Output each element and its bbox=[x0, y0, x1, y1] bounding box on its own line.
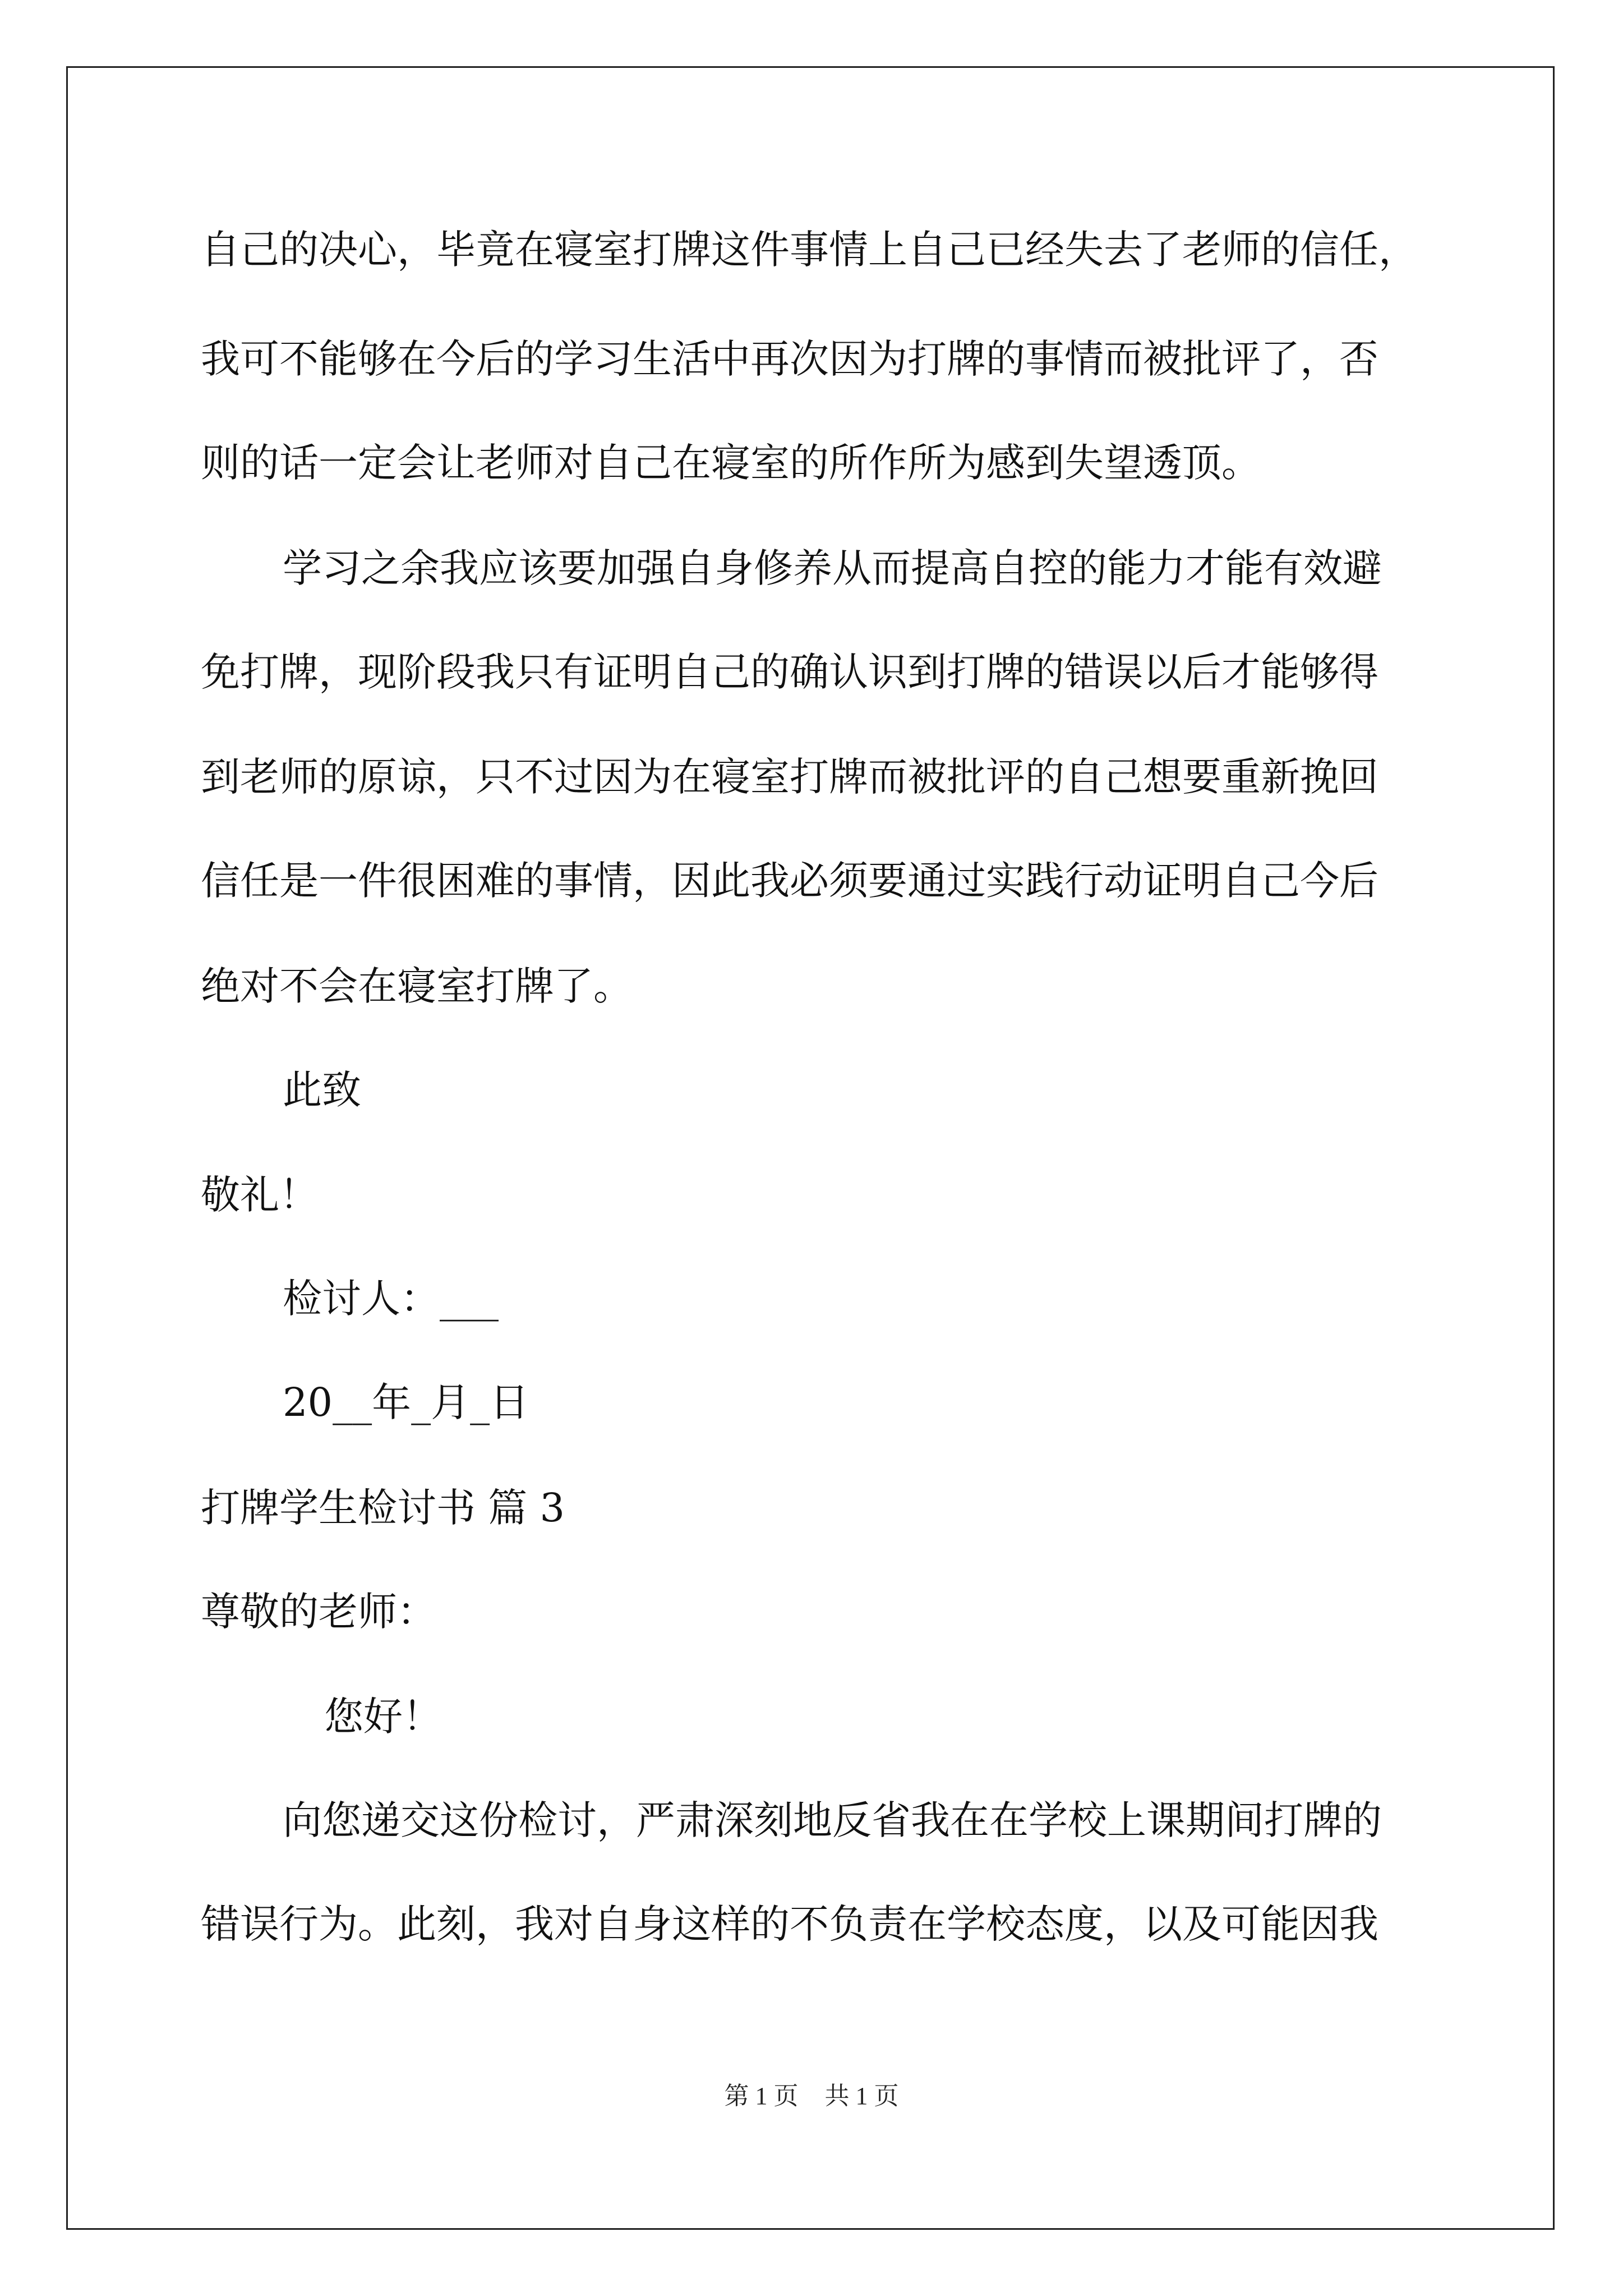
body-line: 免打牌，现阶段我只有证明自己的确认识到打牌的错误以后才能够得 bbox=[201, 649, 1378, 695]
signature-line: 检讨人：___ bbox=[283, 1276, 499, 1322]
body-line: 信任是一件很困难的事情，因此我必须要通过实践行动证明自己今后 bbox=[201, 858, 1378, 904]
body-line: 错误行为。此刻，我对自身这样的不负责在学校态度，以及可能因我 bbox=[201, 1901, 1378, 1947]
paragraph-start-line: 学习之余我应该要加强自身修养从而提高自控的能力才能有效避 bbox=[283, 545, 1382, 591]
body-line: 则的话一定会让老师对自己在寝室的所作所为感到失望透顶。 bbox=[201, 440, 1261, 486]
page-number: 第 1 页 bbox=[724, 2082, 799, 2110]
date-line: 20__年_月_日 bbox=[283, 1379, 529, 1425]
closing-regards: 敬礼！ bbox=[201, 1172, 319, 1218]
closing-salutation: 此致 bbox=[283, 1067, 361, 1113]
body-line: 自己的决心，毕竟在寝室打牌这件事情上自己已经失去了老师的信任， bbox=[201, 227, 1418, 273]
letter-greeting: 尊敬的老师： bbox=[201, 1589, 436, 1635]
page-total: 共 1 页 bbox=[824, 2082, 899, 2110]
section-heading: 打牌学生检讨书 篇 3 bbox=[201, 1485, 565, 1531]
body-line: 我可不能够在今后的学习生活中再次因为打牌的事情而被批评了，否 bbox=[201, 336, 1378, 382]
paragraph-start-line: 向您递交这份检讨，严肃深刻地反省我在在学校上课期间打牌的 bbox=[283, 1797, 1382, 1843]
letter-hello: 您好！ bbox=[324, 1694, 442, 1740]
body-line: 到老师的原谅，只不过因为在寝室打牌而被批评的自己想要重新挽回 bbox=[201, 754, 1378, 800]
body-line: 绝对不会在寝室打牌了。 bbox=[201, 963, 633, 1009]
page-footer bbox=[0, 2076, 1623, 2111]
